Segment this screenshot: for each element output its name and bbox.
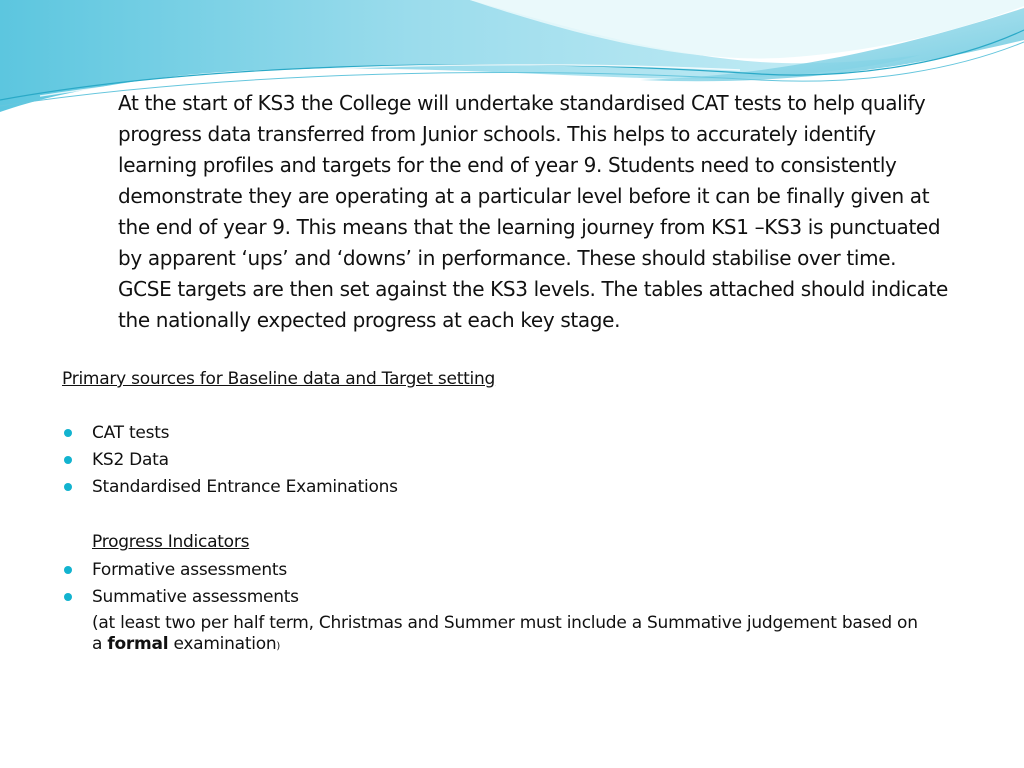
baseline-sources-list (62, 420, 398, 501)
summative-note (92, 613, 932, 657)
list-item-label: CAT tests (92, 423, 170, 443)
note-text-before: (at least two per half term, Christmas and Summer must include a Summative judgement based on a (92, 613, 918, 654)
bullet-icon (64, 429, 72, 437)
progress-indicators-list (62, 557, 299, 611)
list-item-label: Formative assessments (92, 560, 287, 580)
list-item (62, 447, 398, 474)
progress-indicators-heading: Progress Indicators (92, 532, 250, 552)
list-item-label: KS2 Data (92, 450, 169, 470)
baseline-sources-heading: Primary sources for Baseline data and Target setting (62, 369, 496, 389)
list-item (62, 557, 299, 584)
list-item-label: Standardised Entrance Examinations (92, 477, 398, 497)
intro-paragraph: At the start of KS3 the College will undertake standardised CAT tests to help qualify progress data transferred from Junior schools. This helps to accurately identify learning profiles and targets for the end of year 9. Students need to consistently demonstrate they are operating at a particular level before it can be finally given at the end of year 9. This means that the learning journey from KS1 –KS3 is punctuated by apparent ‘ups’ and ‘downs’ in performance. These should stabilise over time. GCSE targets are then set against the KS3 levels. The tables attached should indicate the nationally expected progress at each key stage. (118, 91, 949, 332)
list-item (62, 474, 398, 501)
list-item (62, 584, 299, 611)
list-item-label: Summative assessments (92, 587, 299, 607)
bullet-icon (64, 483, 72, 491)
note-bold-word: formal (107, 634, 169, 654)
bullet-icon (64, 456, 72, 464)
note-closing-paren: ) (276, 641, 281, 652)
list-item (62, 420, 398, 447)
bullet-icon (64, 566, 72, 574)
note-text-after: examination (168, 634, 277, 654)
bullet-icon (64, 593, 72, 601)
